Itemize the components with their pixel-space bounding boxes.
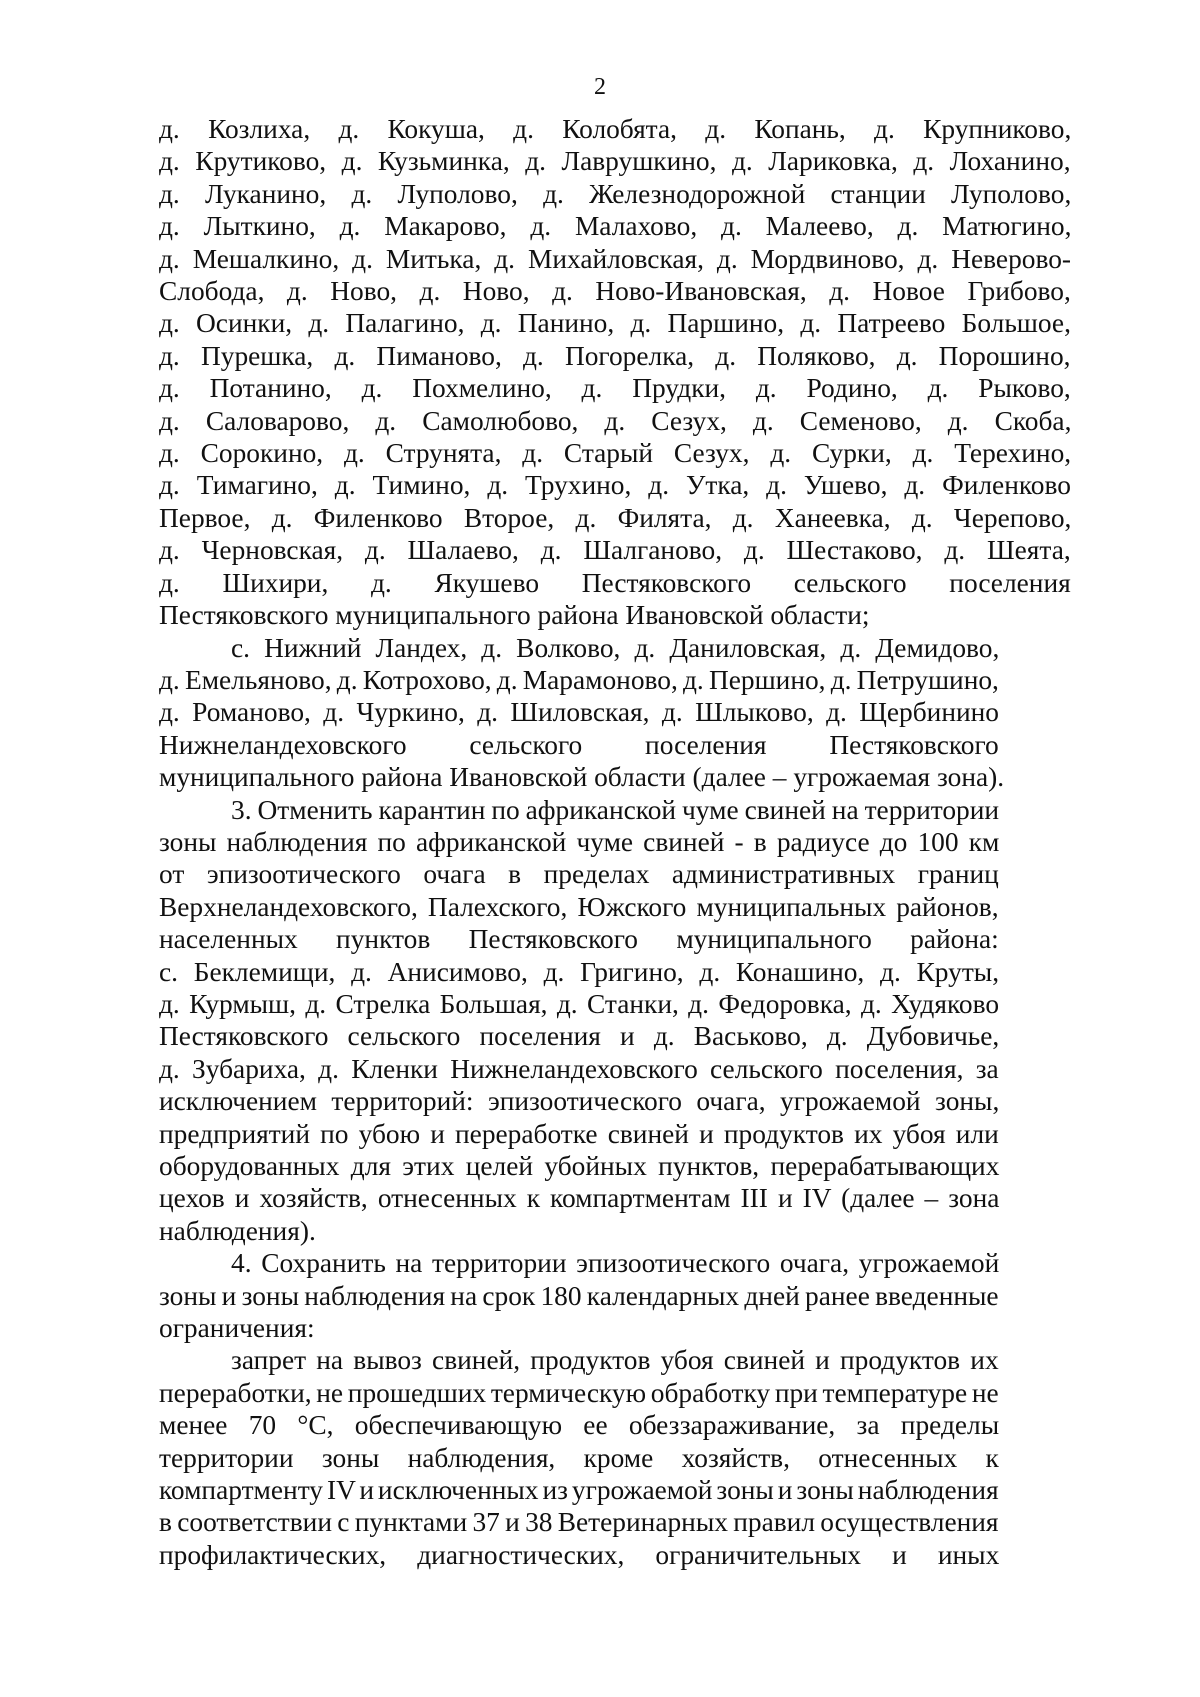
text-line: профилактических, диагностических, ограничительных и иных — [159, 1539, 1000, 1570]
paragraph — [159, 113, 1071, 632]
text-line: запрет на вывоз свиней, продуктов убоя свиней и продуктов их — [231, 1345, 999, 1376]
text-line: 4. Сохранить на территории эпизоотического очага, угрожаемой — [231, 1248, 1000, 1279]
text-line: компартменту IV и исключенных из угрожаемой зоны и зоны наблюдения — [159, 1475, 999, 1506]
text-line: Верхнеландеховского, Палехского, Южского муниципальных районов, — [159, 891, 999, 922]
text-line: Пестяковского сельского поселения и д. Васьково, д. Дубовичье, — [159, 1021, 1000, 1052]
text-line: территории зоны наблюдения, кроме хозяйств, отнесенных к — [159, 1442, 999, 1473]
text-line: д. Зубариха, д. Кленки Нижнеландеховского сельского поселения, за — [159, 1053, 999, 1084]
paragraph — [159, 1344, 1071, 1571]
text-line: исключением территорий: эпизоотического очага, угрожаемой зоны, — [159, 1086, 1000, 1117]
text-line: с. Беклемищи, д. Анисимово, д. Григино, д. Конашино, д. Круты, — [159, 956, 1000, 987]
text-line: д. Козлиха, д. Кокуша, д. Колобята, д. Копань, д. Крупниково, — [159, 114, 1072, 144]
document-body — [159, 113, 1071, 1571]
text-line: зоны и зоны наблюдения на срок 180 календарных дней ранее введенные — [159, 1280, 999, 1311]
text-line: с. Нижний Ландех, д. Волково, д. Даниловская, д. Демидово, — [231, 632, 1000, 663]
text-line: зоны наблюдения по африканской чуме свиней - в радиусе до 100 км — [159, 826, 1000, 857]
text-line: д. Крутиково, д. Кузьминка, д. Лаврушкино, д. Лариковка, д. Лоханино, — [159, 146, 1071, 177]
text-line: Нижнеландеховского сельского поселения Пестяковского — [159, 729, 999, 760]
text-line: д. Курмыш, д. Стрелка Большая, д. Станки, д. Федоровка, д. Худяково — [159, 988, 1000, 1019]
text-line: д. Осинки, д. Палагино, д. Панино, д. Паршино, д. Патреево Большое, — [159, 308, 1071, 339]
text-line: д. Потанино, д. Похмелино, д. Прудки, д. Родино, д. Рыково, — [159, 373, 1071, 404]
text-line: д. Лыткино, д. Макарово, д. Малахово, д. Малеево, д. Матюгино, — [159, 211, 1072, 242]
text-line: д. Мешалкино, д. Митька, д. Михайловская, д. Мордвиново, д. Неверово- — [159, 243, 1072, 274]
page-number: 2 — [594, 74, 606, 100]
text-line: наблюдения). — [159, 1215, 316, 1246]
text-line: в соответствии с пунктами 37 и 38 Ветеринарных правил осуществления — [159, 1507, 999, 1538]
text-line: населенных пунктов Пестяковского муниципального района: — [159, 924, 999, 955]
text-line: от эпизоотического очага в пределах административных границ — [159, 859, 999, 890]
paragraph — [159, 632, 1071, 794]
text-line: Слобода, д. Ново, д. Ново, д. Ново-Ивановская, д. Новое Грибово, — [159, 276, 1071, 307]
text-line: д. Шихири, д. Якушево Пестяковского сельского поселения — [159, 567, 1071, 598]
text-line: предприятий по убою и переработке свиней и продуктов их убоя или — [159, 1118, 999, 1149]
text-line: д. Черновская, д. Шалаево, д. Шалганово, д. Шестаково, д. Шеята, — [159, 535, 1071, 566]
text-line: д. Луканино, д. Луполово, д. Железнодорожной станции Луполово, — [159, 178, 1072, 209]
text-line: д. Романово, д. Чуркино, д. Шиловская, д. Шлыково, д. Щербинино — [159, 697, 1000, 728]
text-line: переработки, не прошедших термическую обработку при температуре не — [159, 1377, 999, 1408]
text-line: д. Сорокино, д. Струнята, д. Старый Сезух, д. Сурки, д. Терехино, — [159, 438, 1072, 469]
text-line: д. Пурешка, д. Пиманово, д. Погорелка, д. Поляково, д. Порошино, — [159, 340, 1071, 371]
text-line: оборудованных для этих целей убойных пунктов, перерабатывающих — [159, 1151, 1000, 1181]
paragraph — [159, 1247, 1071, 1344]
text-line: д. Тимагино, д. Тимино, д. Трухино, д. Утка, д. Ушево, д. Филенково — [159, 470, 1071, 501]
text-line: д. Емельяново, д. Котрохово, д. Марамоново, д. Першино, д. Петрушино, — [159, 664, 999, 695]
text-line: Первое, д. Филенково Второе, д. Филята, д. Ханеевка, д. Черепово, — [159, 502, 1072, 533]
text-line: цехов и хозяйств, отнесенных к компартментам III и IV (далее – зона — [159, 1183, 1000, 1214]
text-line: Пестяковского муниципального района Ивановской области; — [159, 600, 870, 631]
text-line: д. Саловарово, д. Самолюбово, д. Сезух, д. Семеново, д. Скоба, — [159, 405, 1072, 436]
paragraph — [159, 794, 1071, 1248]
text-line: 3. Отменить карантин по африканской чуме свиней на территории — [231, 794, 1000, 825]
text-line: муниципального района Ивановской области (далее – угрожаемая зона). — [159, 762, 1005, 793]
text-line: ограничения: — [159, 1313, 315, 1344]
text-line: менее 70 °С, обеспечивающую ее обеззараживание, за пределы — [159, 1410, 1000, 1441]
